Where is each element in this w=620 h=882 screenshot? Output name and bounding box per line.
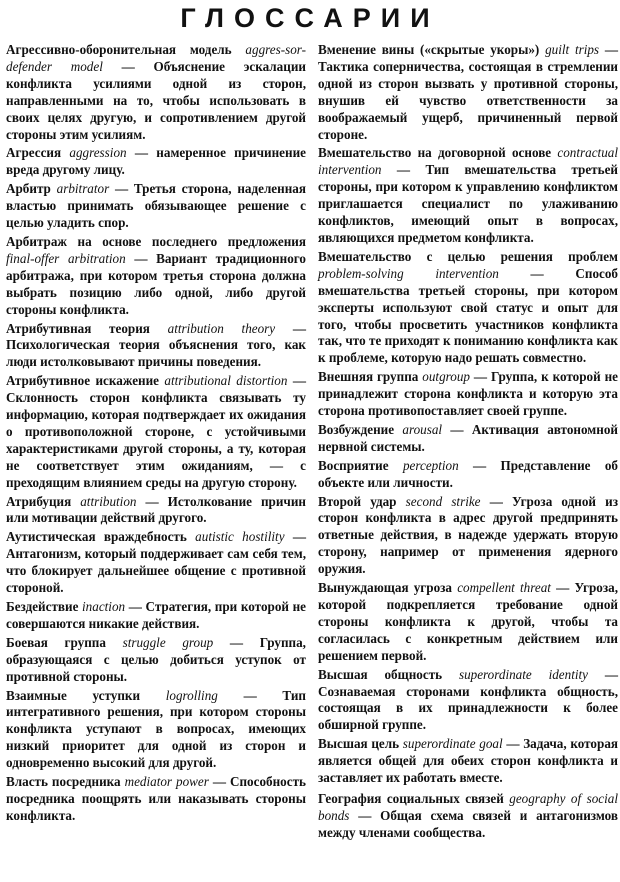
entry-english-term: geography of social bonds — [318, 790, 618, 823]
entry-definition: Склонность сторон конфликта связывать ту информацию, которая подтверждает их ожидания о противоположной стороне, с устойчивыми характеристиками другой стороны, а ту, которая не соответствует этим ожиданиям, — с преходящим влиянием среды на другую сторону. — [6, 390, 306, 490]
entry-definition: Группа, образующаяся с целью добиться уступок от противной стороны. — [6, 634, 306, 684]
entry-english-term: second strike — [405, 493, 481, 509]
glossary-entry: Атрибуция attribution — Истолкование причин или мотивации действий другого. — [6, 493, 306, 526]
entry-term: Бездействие — [6, 599, 79, 614]
entry-english-term: mediator power — [124, 774, 209, 790]
entry-english-term: perception — [402, 457, 459, 473]
entry-definition: Способ вмешательства третьей стороны, при котором эксперты используют свой статус и опыт для того, чтобы просветить участников конфликта так, что те приходят к пониманию конфликта как к проблеме, которую надо решать совместно. — [318, 265, 618, 366]
entry-english-term: superordinate goal — [402, 736, 503, 752]
entry-term: Высшая общность — [318, 666, 443, 682]
entry-term: Внешняя группа — [318, 369, 419, 385]
entry-definition: Представление об объекте или личности. — [318, 457, 618, 490]
entry-term: Агрессия — [6, 145, 62, 161]
entry-definition: Активация автономной нервной системы. — [318, 421, 618, 454]
entry-english-term: problem-solving intervention — [318, 265, 499, 281]
entry-definition: Задача, которая является общей для обеих сторон конфликта и заставляет их работать вместе. — [318, 736, 618, 786]
glossary-entry: Атрибутивное искажение attributional distortion — Склонность сторон конфликта связывать ту информацию, которая подтверждает их ожидания о противоположной стороне, с устойчивыми характеристиками другой стороны, а ту, которая не соответствует этим ожиданиям, — с преходящим влиянием среды на другую сторону. — [6, 373, 306, 490]
glossary-entry: Вмешательство на договорной основе contractual intervention — Тип вмешательства третьей стороны, при котором к управлению конфликтом приглашается специалист по улаживанию конфликтов, имеющий опыт в вопросах, являющихся предметом конфликта. — [318, 145, 618, 245]
entry-english-term: inaction — [82, 599, 126, 614]
entry-term: Аутистическая враждебность — [6, 529, 187, 545]
glossary-entry: Агрессивно-оборонительная модель aggres-sor-defender model — Объяснение эскалации конфликта усилиями одной из сторон, направленными на то, чтобы использовать в своих целях другую, и сопротивлением другой стороны этим усилиям. — [6, 42, 306, 142]
entry-term: География социальных связей — [318, 790, 504, 806]
entry-term: Агрессивно-оборонительная модель — [6, 42, 232, 57]
glossary-entry: География социальных связей geography of social bonds — Общая схема связей и антагонизмов между членами сообщества. — [318, 790, 618, 840]
entry-term: Вмешательство на договорной основе — [318, 145, 552, 161]
entry-term: Вмешательство с целью решения проблем — [318, 248, 618, 264]
entry-english-term: compellent threat — [457, 580, 551, 596]
entry-term: Возбуждение — [318, 421, 395, 437]
entry-term: Вменение вины («скрытые укоры») — [318, 42, 540, 57]
entry-definition: Антагонизм, который поддерживает сам себя тем, что блокирует дальнейшее общение с противной стороной. — [6, 546, 306, 596]
entry-term: Власть посредника — [6, 774, 121, 790]
entry-definition: Объяснение эскалации конфликта усилиями одной из сторон, направленными на то, чтобы использовать в своих целях другую, и сопротивлением другой стороны этим усилиям. — [6, 58, 306, 142]
entry-english-term: guilt trips — [545, 42, 600, 57]
entry-term: Боевая группа — [6, 634, 106, 650]
entry-definition: Психологическая теория объяснения того, как люди истолковывают причины поведения. — [6, 337, 306, 370]
entry-term: Арбитраж на основе последнего предложения — [6, 233, 306, 249]
right-column — [318, 42, 618, 844]
entry-term: Атрибуция — [6, 493, 72, 509]
glossary-entry: Внешняя группа outgroup — Группа, к которой не принадлежит сторона конфликта и которую эта сторона противопоставляет своей группе. — [318, 369, 618, 419]
glossary-entry: Атрибутивная теория attribution theory — Психологическая теория объяснения того, как люди истолковывают причины поведения. — [6, 320, 306, 370]
entry-english-term: final-offer arbitration — [6, 250, 126, 266]
entry-term: Второй удар — [318, 493, 397, 509]
glossary-entry: Агрессия aggression — намеренное причинение вреда другому лицу. — [6, 145, 306, 178]
entry-definition: намеренное причинение вреда другому лицу. — [6, 145, 306, 178]
entry-english-term: arousal — [402, 421, 443, 437]
glossary-entry: Высшая общность superordinate identity — Сознаваемая сторонами конфликта общность, состоящая в их принадлежности к более обширной группе. — [318, 666, 618, 733]
entry-definition: Угроза одной из сторон конфликта в адрес другой предпринять ответные действия, в надежде удержать вторую сторону, например от применения ядерного оружия. — [318, 493, 618, 577]
entry-english-term: autistic hostility — [195, 529, 285, 545]
entry-english-term: contractual intervention — [318, 145, 618, 178]
glossary-entry: Восприятие perception — Представление об объекте или личности. — [318, 457, 618, 490]
entry-term: Атрибутивная теория — [6, 320, 150, 336]
entry-english-term: arbitrator — [56, 181, 110, 197]
glossary-entry: Арбитраж на основе последнего предложения final-offer arbitration — Вариант традиционного арбитража, при котором третья сторона должна выбрать позицию либо одной, либо другой стороны конфликта. — [6, 233, 306, 317]
entry-term: Атрибутивное искажение — [6, 373, 159, 389]
entry-term: Вынуждающая угроза — [318, 580, 452, 596]
entry-english-term: attribution theory — [167, 320, 276, 336]
entry-definition: Третья сторона, наделенная властью принимать обязывающее решение с целью уладить спор. — [6, 181, 306, 231]
entry-definition: Сознаваемая сторонами конфликта общность, состоящая в их принадлежности к более обширной группе. — [318, 683, 618, 733]
glossary-entry: Власть посредника mediator power — Способность посредника поощрять или наказывать стороны конфликта. — [6, 774, 306, 823]
entry-english-term: aggression — [69, 145, 127, 161]
entry-definition: Тактика соперничества, состоящая в стремлении одной из сторон вызвать у противной стороны, внушив ей чувство ответственности за воображаемый ущерб, причиненный первой стороне. — [318, 58, 618, 142]
entry-definition: Угроза, которой подкрепляется требование одной стороны конфликта к другой, чтобы та согласилась с конкретным действием или решением первой. — [318, 580, 618, 663]
entry-term: Арбитр — [6, 181, 51, 197]
entry-english-term: outgroup — [422, 369, 470, 385]
entry-english-term: attributional distortion — [164, 373, 288, 389]
glossary-entry: Бездействие inaction — Стратегия, при которой не совершаются никакие действия. — [6, 599, 306, 631]
page-title: ГЛОССАРИИ — [180, 3, 440, 33]
left-column — [6, 42, 306, 827]
entry-term: Высшая цель — [318, 736, 400, 752]
entry-definition: Вариант традиционного арбитража, при котором третья сторона должна выбрать позицию либо одной, либо другой стороны конфликта. — [6, 250, 306, 317]
entry-definition: Тип вмешательства третьей стороны, при котором к управлению конфликтом приглашается специалист по улаживанию конфликтов, имеющий опыт в вопросах, являющихся предметом конфликта. — [318, 162, 618, 245]
entry-definition: Истолкование причин или мотивации действий другого. — [6, 493, 306, 526]
glossary-entry: Вмешательство с целью решения проблем problem-solving intervention — Способ вмешательства третьей стороны, при котором эксперты используют свой статус и опыт для того, чтобы просветить участников конфликта так, что те приходят к пониманию конфликта как к проблеме, которую надо решать совместно. — [318, 248, 618, 366]
glossary-entry: Аутистическая враждебность autistic hostility — Антагонизм, который поддерживает сам себя тем, что блокирует дальнейшее общение с противной стороной. — [6, 529, 306, 596]
glossary-entry: Вынуждающая угроза compellent threat — Угроза, которой подкрепляется требование одной стороны конфликта к другой, чтобы та согласилась с конкретным действием или решением первой. — [318, 580, 618, 663]
entry-term: Восприятие — [318, 457, 389, 473]
entry-english-term: logrolling — [165, 687, 218, 703]
entry-definition: Тип интегративного решения, при котором стороны конфликта уступают в вопросах, имеющих низкий приоритет для одной из сторон и одновременно высокий для другой. — [6, 687, 306, 771]
glossary-entry: Арбитр arbitrator — Третья сторона, наделенная властью принимать обязывающее решение с целью уладить спор. — [6, 181, 306, 231]
glossary-entry: Второй удар second strike — Угроза одной из сторон конфликта в адрес другой предпринять ответные действия, в надежде удержать вторую сторону, например от применения ядерного оружия. — [318, 493, 618, 577]
glossary-entry: Боевая группа struggle group — Группа, образующаяся с целью добиться уступок от противной стороны. — [6, 634, 306, 684]
glossary-entry: Вменение вины («скрытые укоры») guilt trips — Тактика соперничества, состоящая в стремлении одной из сторон вызвать у противной стороны, внушив ей чувство ответственности за воображаемый ущерб, причиненный первой стороне. — [318, 42, 618, 142]
glossary-entry: Возбуждение arousal — Активация автономной нервной системы. — [318, 421, 618, 454]
entry-definition: Общая схема связей и антагонизмов между членами сообщества. — [318, 807, 618, 840]
entry-definition: Способность посредника поощрять или наказывать стороны конфликта. — [6, 774, 306, 823]
glossary-entry: Взаимные уступки logrolling — Тип интегративного решения, при котором стороны конфликта уступают в вопросах, имеющих низкий приоритет для одной из сторон и одновременно высокий для другой. — [6, 687, 306, 771]
entry-english-term: superordinate identity — [458, 666, 588, 682]
entry-english-term: struggle group — [122, 634, 214, 650]
entry-definition: Стратегия, при которой не совершаются никакие действия. — [6, 599, 306, 631]
glossary-entry: Высшая цель superordinate goal — Задача, которая является общей для обеих сторон конфликта и заставляет их работать вместе. — [318, 736, 618, 786]
entry-english-term: aggres-sor-defender model — [6, 42, 306, 74]
entry-term: Взаимные уступки — [6, 687, 141, 703]
entry-english-term: attribution — [80, 493, 137, 509]
entry-definition: Группа, к которой не принадлежит сторона конфликта и которую эта сторона противопоставляет своей группе. — [318, 369, 618, 419]
